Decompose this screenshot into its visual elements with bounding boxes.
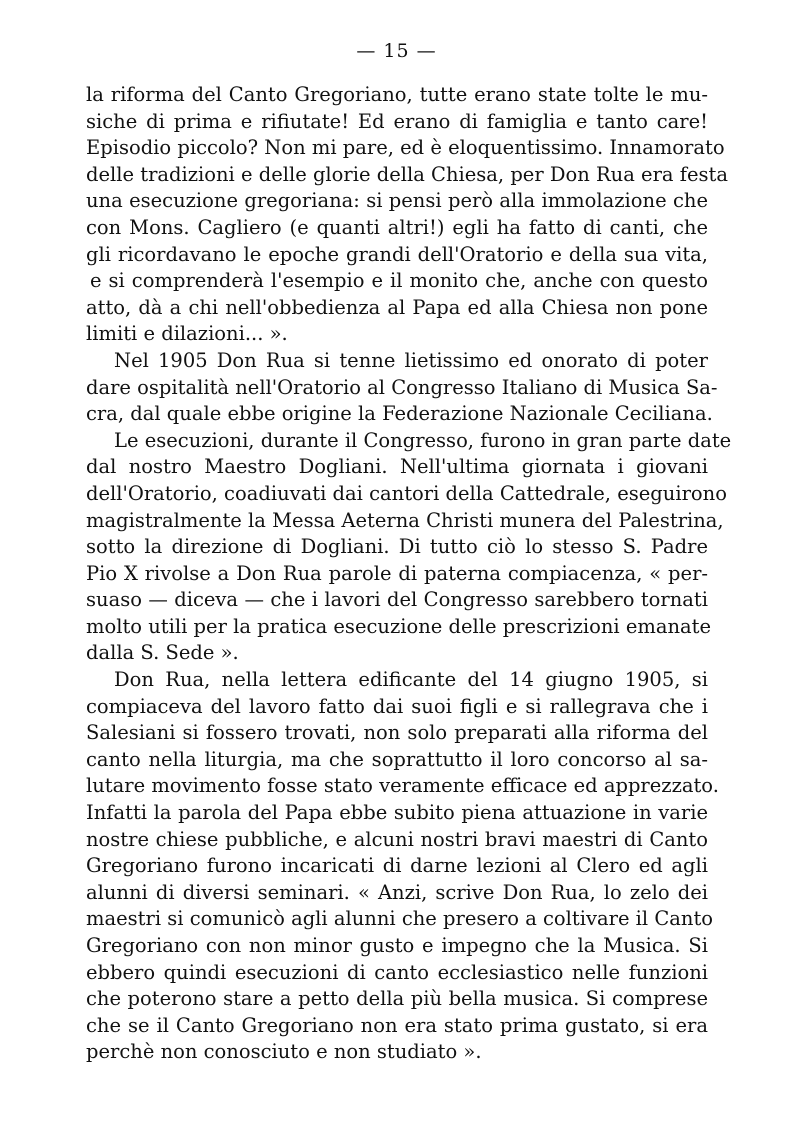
text-line: Episodio piccolo? Non mi pare, ed è eloquentissimo. Innamorato [86, 136, 725, 160]
text-line: dell'Oratorio, coadiuvati dai cantori della Cattedrale, eseguirono [86, 481, 727, 505]
text-line: maestri si comunicò agli alunni che presero a coltivare il Canto [86, 907, 714, 931]
text-line: Salesiani si fossero trovati, non solo preparati alla riforma del [86, 721, 708, 745]
text-line: che poterono stare a petto della più bella musica. Si comprese [86, 987, 708, 1011]
text-line: perchè non conosciuto e non studiato ». [86, 1040, 482, 1064]
text-line: siche di prima e rifiutate! Ed erano di famiglia e tanto care! [86, 109, 708, 133]
text-line: Gregoriano con non minor gusto e impegno che la Musica. Si [86, 934, 708, 957]
text-line: atto, dà a chi nell'obbedienza al Papa ed alla Chiesa non pone [86, 295, 708, 319]
text-line: dal nostro Maestro Dogliani. Nell'ultima giornata i giovani [86, 455, 708, 479]
text-line: una esecuzione gregoriana: si pensi però alla immolazione che [86, 189, 708, 213]
text-line: Pio X rivolse a Don Rua parole di paterna compiacenza, « per- [86, 561, 708, 585]
page-number: — 15 — [356, 40, 437, 62]
text-line: canto nella liturgia, ma che soprattutto il loro concorso al sa- [86, 747, 708, 771]
text-line: Infatti la parola del Papa ebbe subito piena attuazione in varie [86, 801, 708, 825]
text-line: Le esecuzioni, durante il Congresso, furono in gran parte date [114, 428, 732, 452]
text-line: dare ospitalità nell'Oratorio al Congresso Italiano di Musica Sa- [86, 375, 718, 399]
body-text [86, 82, 732, 1066]
text-line: Nel 1905 Don Rua si tenne lietissimo ed onorato di poter [114, 348, 708, 372]
text-line: Gregoriano furono incaricati di darne lezioni al Clero ed agli [86, 854, 708, 878]
text-line: limiti e dilazioni... ». [86, 322, 288, 346]
text-line: molto utili per la pratica esecuzione delle prescrizioni emanate [86, 614, 712, 638]
text-line: gli ricordavano le epoche grandi dell'Oratorio e della sua vita, [86, 242, 708, 266]
text-line: ebbero quindi esecuzioni di canto ecclesiastico nelle funzioni [86, 960, 708, 984]
text-line: alunni di diversi seminari. « Anzi, scrive Don Rua, lo zelo dei [86, 880, 708, 904]
text-line: sotto la direzione di Dogliani. Di tutto ciò lo stesso S. Padre [86, 535, 708, 559]
text-line: e si comprenderà l'esempio e il monito che, anche con questo [90, 269, 708, 293]
text-line: compiaceva del lavoro fatto dai suoi figli e si rallegrava che i [86, 694, 708, 718]
text-line: magistralmente la Messa Aeterna Christi munera del Palestrina, [86, 508, 724, 532]
text-line: suaso — diceva — che i lavori del Congresso sarebbero tornati [86, 588, 708, 612]
text-line: nostre chiese pubbliche, e alcuni nostri bravi maestri di Canto [86, 827, 708, 851]
text-line: che se il Canto Gregoriano non era stato prima gustato, si era [86, 1013, 708, 1037]
text-line: dalla S. Sede ». [86, 641, 239, 665]
text-line: delle tradizioni e delle glorie della Chiesa, per Don Rua era festa [86, 162, 728, 186]
text-line: Don Rua, nella lettera edificante del 14 giugno 1905, si [114, 668, 708, 692]
text-line: lutare movimento fosse stato veramente efficace ed apprezzato. [86, 774, 719, 798]
text-line: la riforma del Canto Gregoriano, tutte erano state tolte le mu- [86, 83, 708, 106]
text-line: con Mons. Cagliero (e quanti altri!) egli ha fatto di canti, che [86, 215, 708, 239]
text-line: cra, dal quale ebbe origine la Federazione Nazionale Ceciliana. [86, 402, 713, 426]
